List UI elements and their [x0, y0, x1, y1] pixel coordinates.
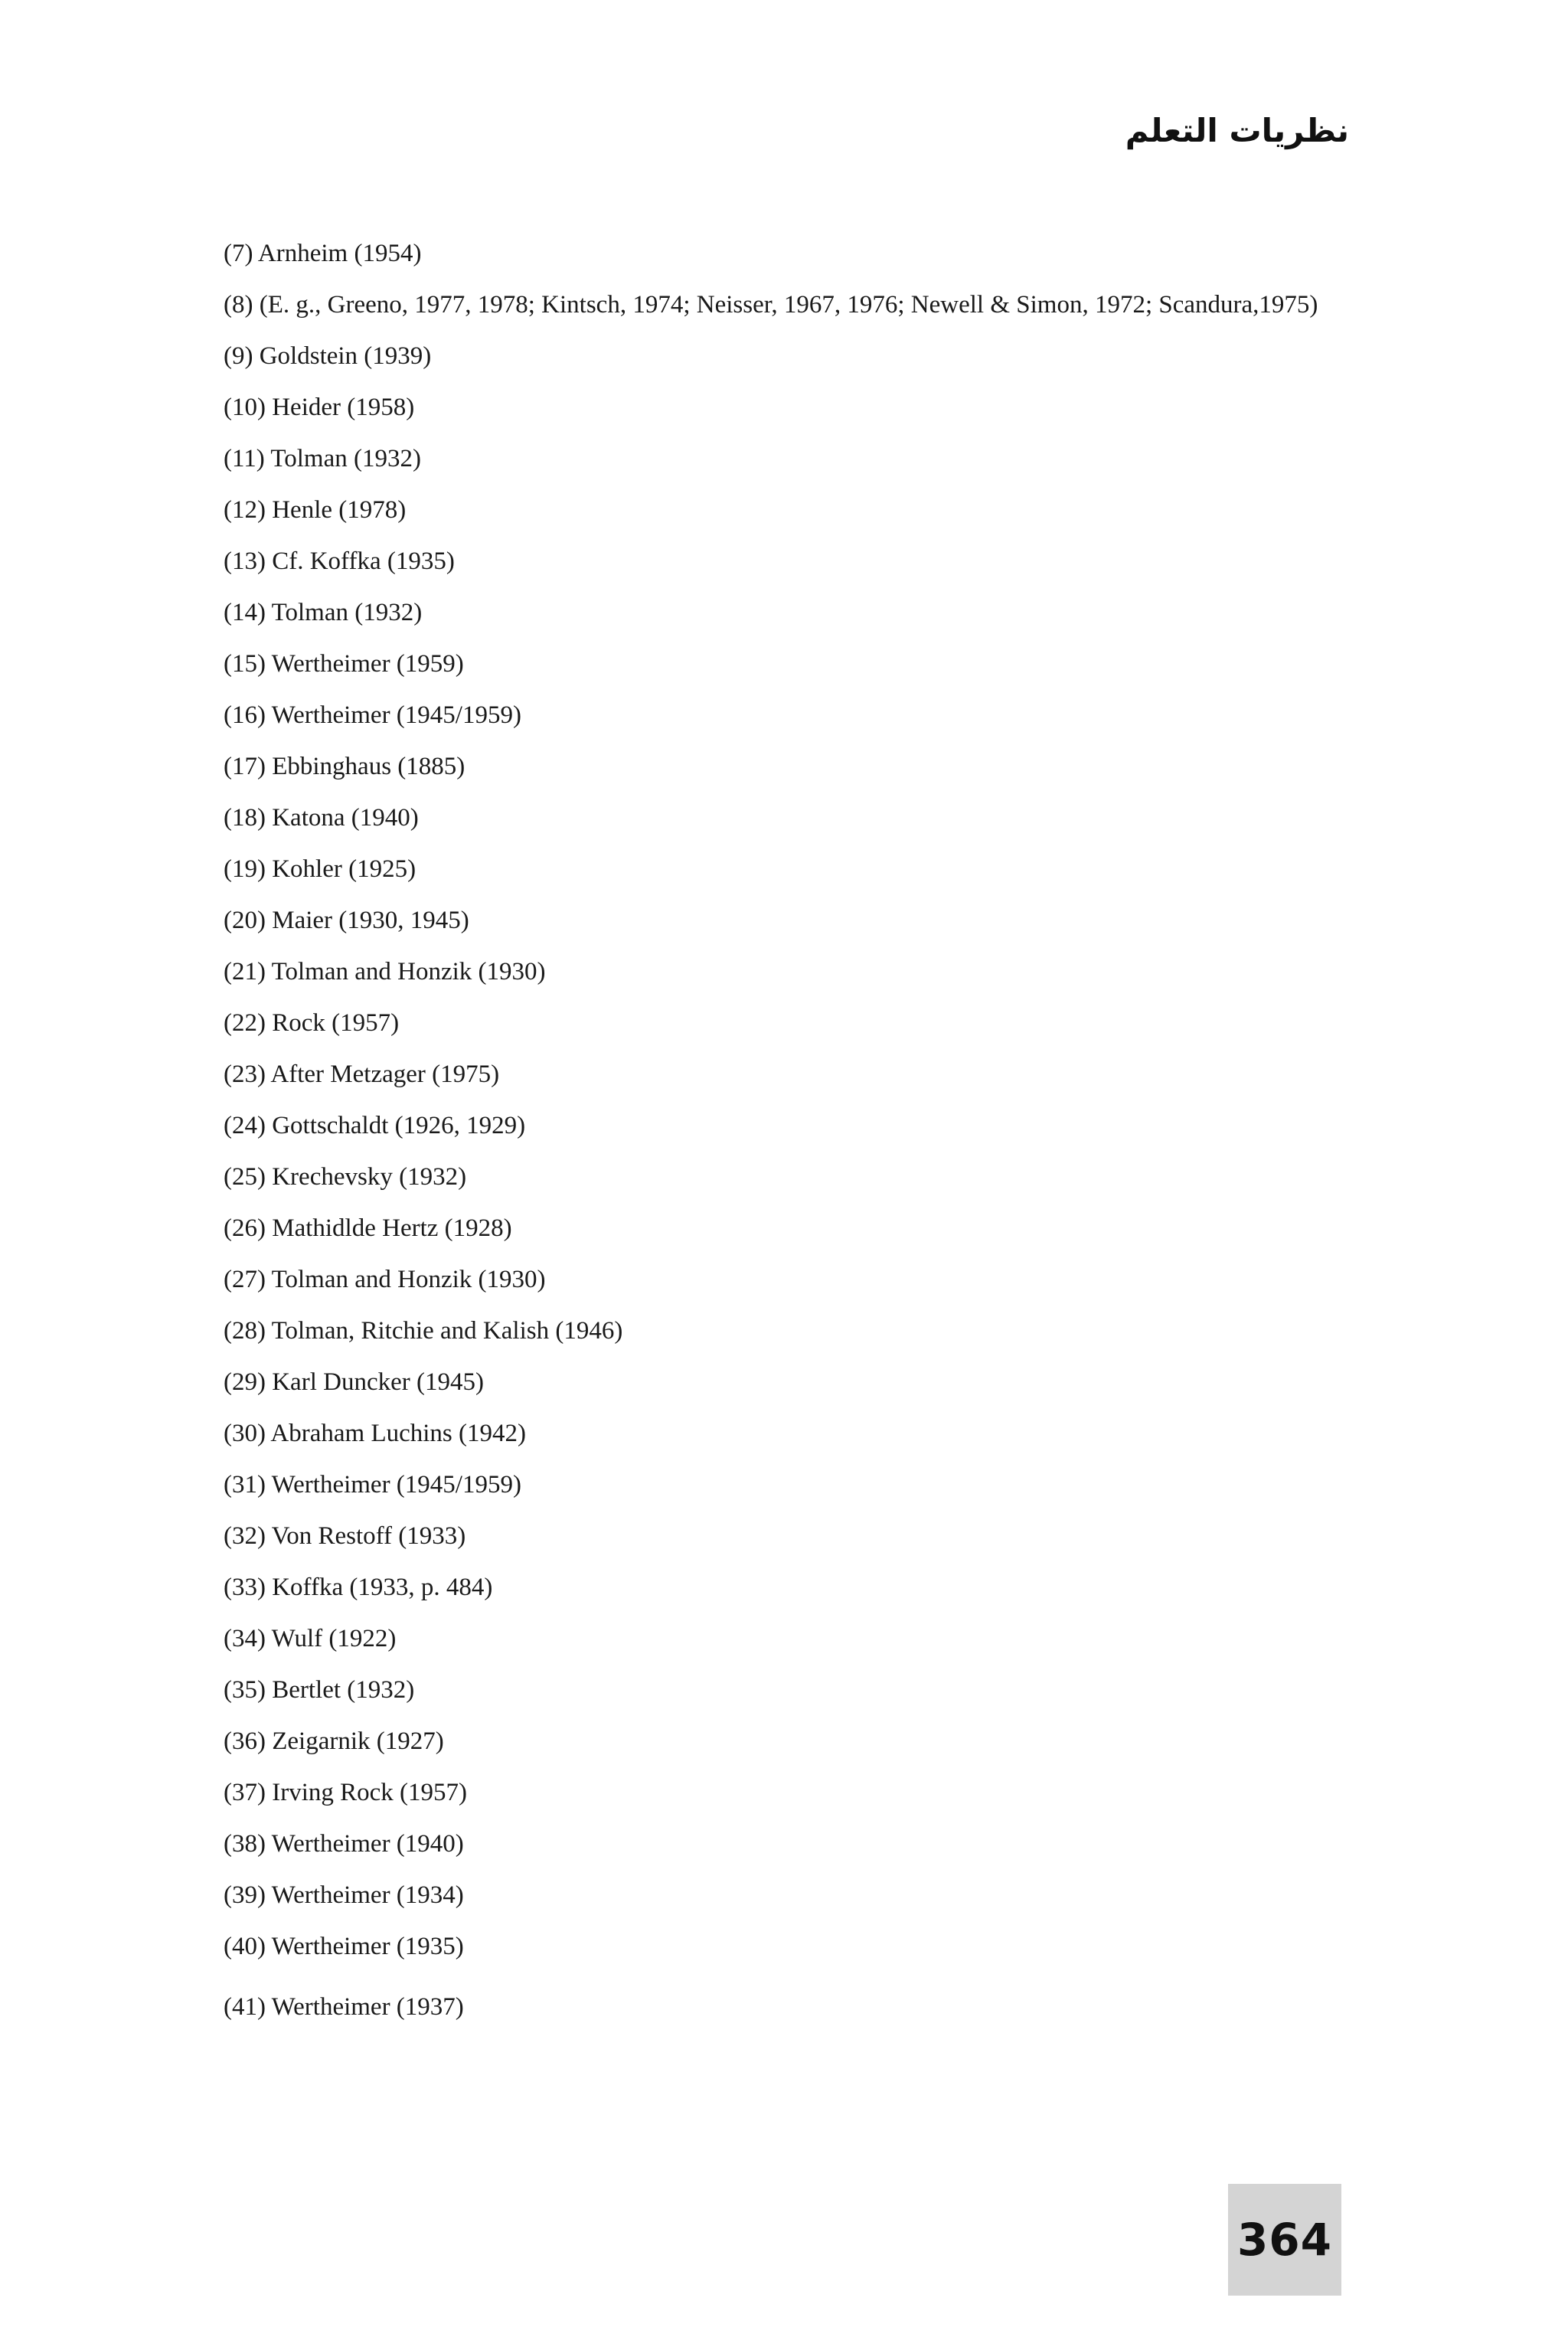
reference-item: (8) (E. g., Greeno, 1977, 1978; Kintsch, 1974; Neisser, 1967, 1976; Newell & Simon, 1972; Scandura,1975) [224, 291, 1318, 319]
reference-item: (40) Wertheimer (1935) [224, 1933, 464, 1960]
reference-item: (25) Krechevsky (1932) [224, 1163, 467, 1191]
reference-item: (17) Ebbinghaus (1885) [224, 753, 466, 780]
reference-item: (13) Cf. Koffka (1935) [224, 547, 455, 575]
reference-item: (38) Wertheimer (1940) [224, 1830, 464, 1858]
reference-item: (23) After Metzager (1975) [224, 1061, 500, 1088]
page-number: 364 [1236, 2214, 1333, 2266]
reference-item: (19) Kohler (1925) [224, 855, 416, 883]
reference-item: (31) Wertheimer (1945/1959) [224, 1471, 521, 1499]
reference-item: (36) Zeigarnik (1927) [224, 1727, 444, 1755]
reference-item: (24) Gottschaldt (1926, 1929) [224, 1112, 526, 1139]
reference-item: (14) Tolman (1932) [224, 599, 423, 626]
reference-item: (9) Goldstein (1939) [224, 342, 432, 370]
reference-item: (29) Karl Duncker (1945) [224, 1368, 484, 1396]
reference-item: (32) Von Restoff (1933) [224, 1522, 466, 1550]
reference-list [224, 228, 1349, 2033]
reference-item: (33) Koffka (1933, p. 484) [224, 1574, 493, 1601]
page-number-box [1228, 2184, 1341, 2296]
reference-item: (22) Rock (1957) [224, 1009, 400, 1037]
reference-item: (39) Wertheimer (1934) [224, 1881, 464, 1909]
reference-item: (34) Wulf (1922) [224, 1625, 397, 1652]
reference-item: (12) Henle (1978) [224, 496, 407, 524]
reference-item: (28) Tolman, Ritchie and Kalish (1946) [224, 1317, 623, 1345]
reference-item: (15) Wertheimer (1959) [224, 650, 464, 678]
reference-item: (21) Tolman and Honzik (1930) [224, 958, 546, 985]
reference-item: (30) Abraham Luchins (1942) [224, 1420, 526, 1447]
reference-item: (11) Tolman (1932) [224, 445, 421, 472]
reference-item: (37) Irving Rock (1957) [224, 1779, 468, 1806]
running-head-title: نظريات التعلم [1125, 112, 1349, 149]
reference-item: (7) Arnheim (1954) [224, 240, 422, 267]
reference-item: (20) Maier (1930, 1945) [224, 907, 469, 934]
reference-item: (27) Tolman and Honzik (1930) [224, 1266, 546, 1293]
reference-item: (16) Wertheimer (1945/1959) [224, 701, 521, 729]
reference-item: (26) Mathidlde Hertz (1928) [224, 1214, 512, 1242]
reference-item: (41) Wertheimer (1937) [224, 1993, 464, 2021]
reference-item: (18) Katona (1940) [224, 804, 419, 832]
reference-item: (35) Bertlet (1932) [224, 1676, 415, 1704]
reference-item: (10) Heider (1958) [224, 394, 415, 421]
